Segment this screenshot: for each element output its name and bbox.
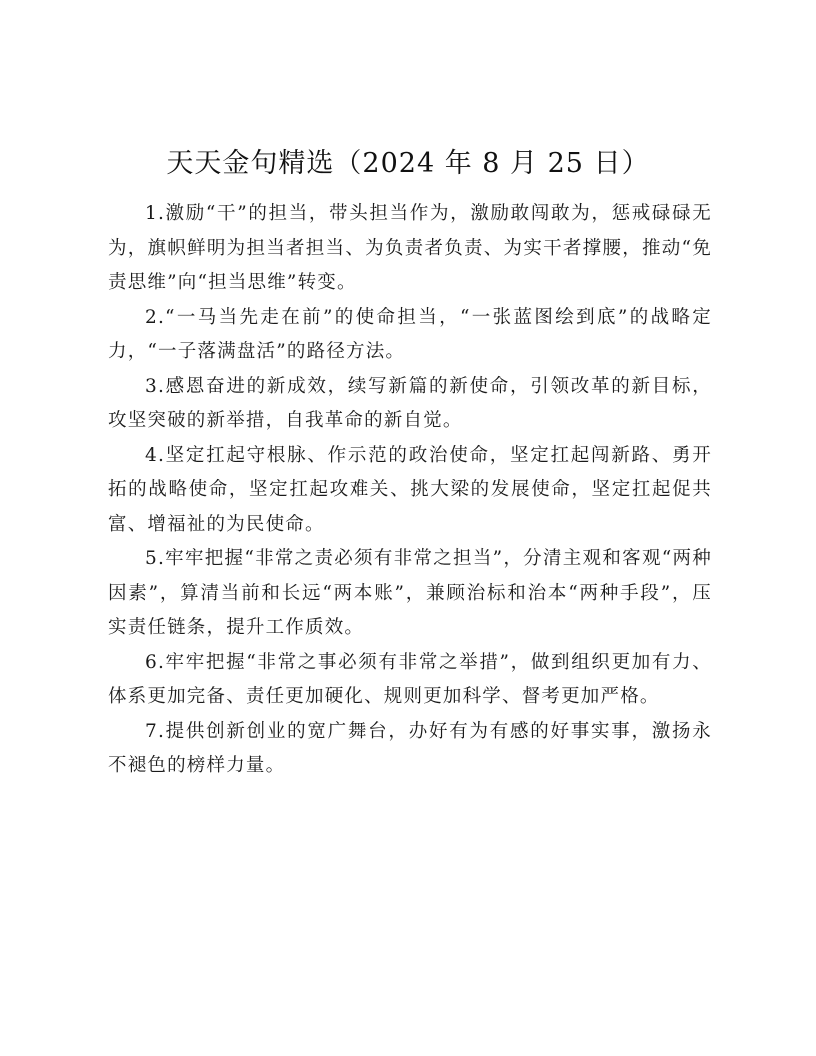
paragraph-2: 2.“一马当先走在前”的使命担当，“一张蓝图绘到底”的战略定力，“一子落满盘活”的路径方法。 [108,306,712,362]
paragraph-4: 4.坚定扛起守根脉、作示范的政治使命，坚定扛起闯新路、勇开拓的战略使命，坚定扛起攻难关、挑大梁的发展使命，坚定扛起促共富、增福祉的为民使命。 [108,444,712,535]
paragraph-3: 3.感恩奋进的新成效，续写新篇的新使命，引领改革的新目标，攻坚突破的新举措，自我革命的新自觉。 [108,375,712,431]
paragraph-6: 6.牢牢把握“非常之事必须有非常之举措”，做到组织更加有力、体系更加完备、责任更加硬化、规则更加科学、督考更加严格。 [108,651,712,707]
paragraph-7: 7.提供创新创业的宽广舞台，办好有为有感的好事实事，激扬永不褪色的榜样力量。 [108,720,712,776]
document-body [108,197,712,784]
document-title: 天天金句精选（2024 年 8 月 25 日） [166,148,650,179]
paragraph-1: 1.激励“干”的担当，带头担当作为，激励敢闯敢为，惩戒碌碌无为，旗帜鲜明为担当者担当、为负责者负责、为实干者撑腰，推动“免责思维”向“担当思维”转变。 [108,203,712,293]
paragraph-5: 5.牢牢把握“非常之责必须有非常之担当”，分清主观和客观“两种因素”，算清当前和长远“两本账”，兼顾治标和治本“两种手段”，压实责任链条，提升工作质效。 [108,548,712,638]
